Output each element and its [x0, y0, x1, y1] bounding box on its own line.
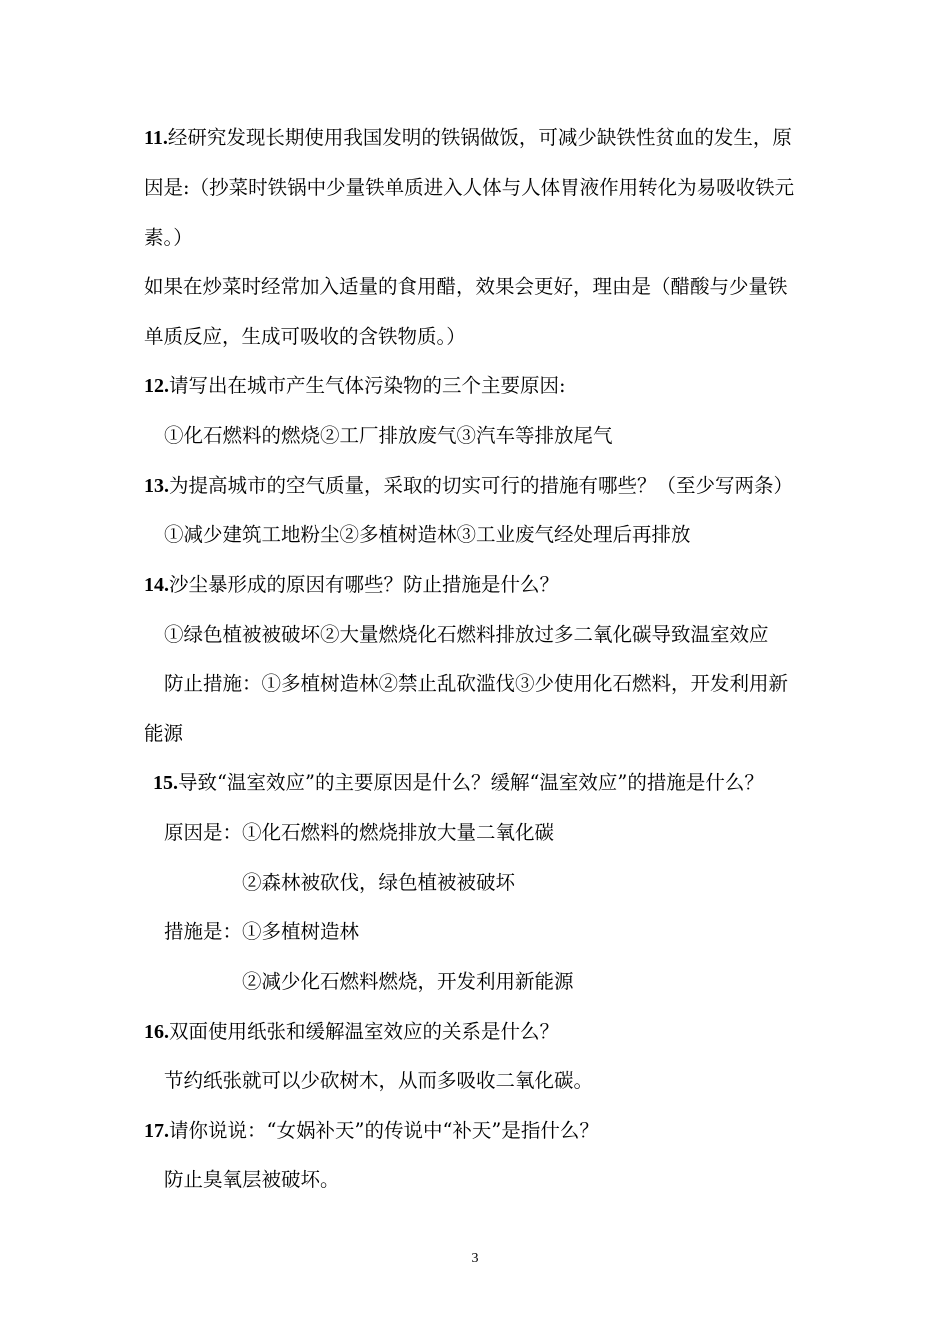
q11-line-5: 单质反应，生成可吸收的含铁物质。）: [144, 325, 466, 348]
q11-number: 11.: [144, 127, 168, 149]
q15-cause-2: ②森林被砍伐，绿色植被被破坏: [242, 871, 516, 894]
page-number: 3: [471, 1251, 479, 1266]
q15-measure-1: 措施是：①多植树造林: [164, 920, 360, 943]
q13-answer: ①减少建筑工地粉尘②多植树造林③工业废气经处理后再排放: [164, 523, 691, 546]
q17-answer: 防止臭氧层被破坏。: [164, 1168, 340, 1191]
q12-answer: ①化石燃料的燃烧②工厂排放废气③汽车等排放尾气: [164, 424, 613, 447]
q13-question-text: 为提高城市的空气质量，采取的切实可行的措施有哪些？（至少写两条）: [169, 474, 794, 497]
q15-question: [153, 771, 764, 795]
q12-number: 12.: [144, 375, 169, 397]
q14-answer-causes: ①绿色植被被破坏②大量燃烧化石燃料排放过多二氧化碳导致温室效应: [164, 623, 769, 646]
q15-number: 15.: [153, 772, 178, 794]
q15-question-text: 导致“温室效应”的主要原因是什么？缓解“温室效应”的措施是什么？: [178, 771, 764, 794]
q16-answer: 节约纸张就可以少砍树木，从而多吸收二氧化碳。: [164, 1069, 594, 1092]
q15-measure-2: ②减少化石燃料燃烧，开发利用新能源: [242, 970, 574, 993]
q11-line-1: [144, 126, 792, 150]
q14-question-text: 沙尘暴形成的原因有哪些？防止措施是什么？: [169, 573, 560, 596]
q16-number: 16.: [144, 1021, 169, 1043]
q11-line-3: 素。）: [144, 226, 193, 249]
q14-answer-measures: 防止措施：①多植树造林②禁止乱砍滥伐③少使用化石燃料，开发利用新: [164, 672, 789, 695]
q17-number: 17.: [144, 1120, 169, 1142]
q13-number: 13.: [144, 475, 169, 497]
q15-cause-1: 原因是：①化石燃料的燃烧排放大量二氧化碳: [164, 821, 555, 844]
q11-text-1: 经研究发现长期使用我国发明的铁锅做饭，可减少缺铁性贫血的发生，原: [167, 126, 792, 149]
q17-question: [144, 1119, 599, 1143]
q14-number: 14.: [144, 574, 169, 596]
q13-question: [144, 474, 793, 498]
q14-answer-measures-cont: 能源: [144, 722, 184, 745]
q11-line-2: 因是:（抄菜时铁锅中少量铁单质进入人体与人体胃液作用转化为易吸收铁元: [144, 176, 795, 199]
q16-question-text: 双面使用纸张和缓解温室效应的关系是什么？: [169, 1020, 560, 1043]
q12-question: [144, 374, 566, 398]
q12-question-text: 请写出在城市产生气体污染物的三个主要原因:: [169, 374, 566, 397]
q16-question: [144, 1020, 559, 1044]
q11-line-4: 如果在炒菜时经常加入适量的食用醋，效果会更好，理由是（醋酸与少量铁: [144, 275, 788, 298]
q14-question: [144, 573, 559, 597]
q17-question-text: 请你说说：“女娲补天”的传说中“补天”是指什么？: [169, 1119, 599, 1142]
